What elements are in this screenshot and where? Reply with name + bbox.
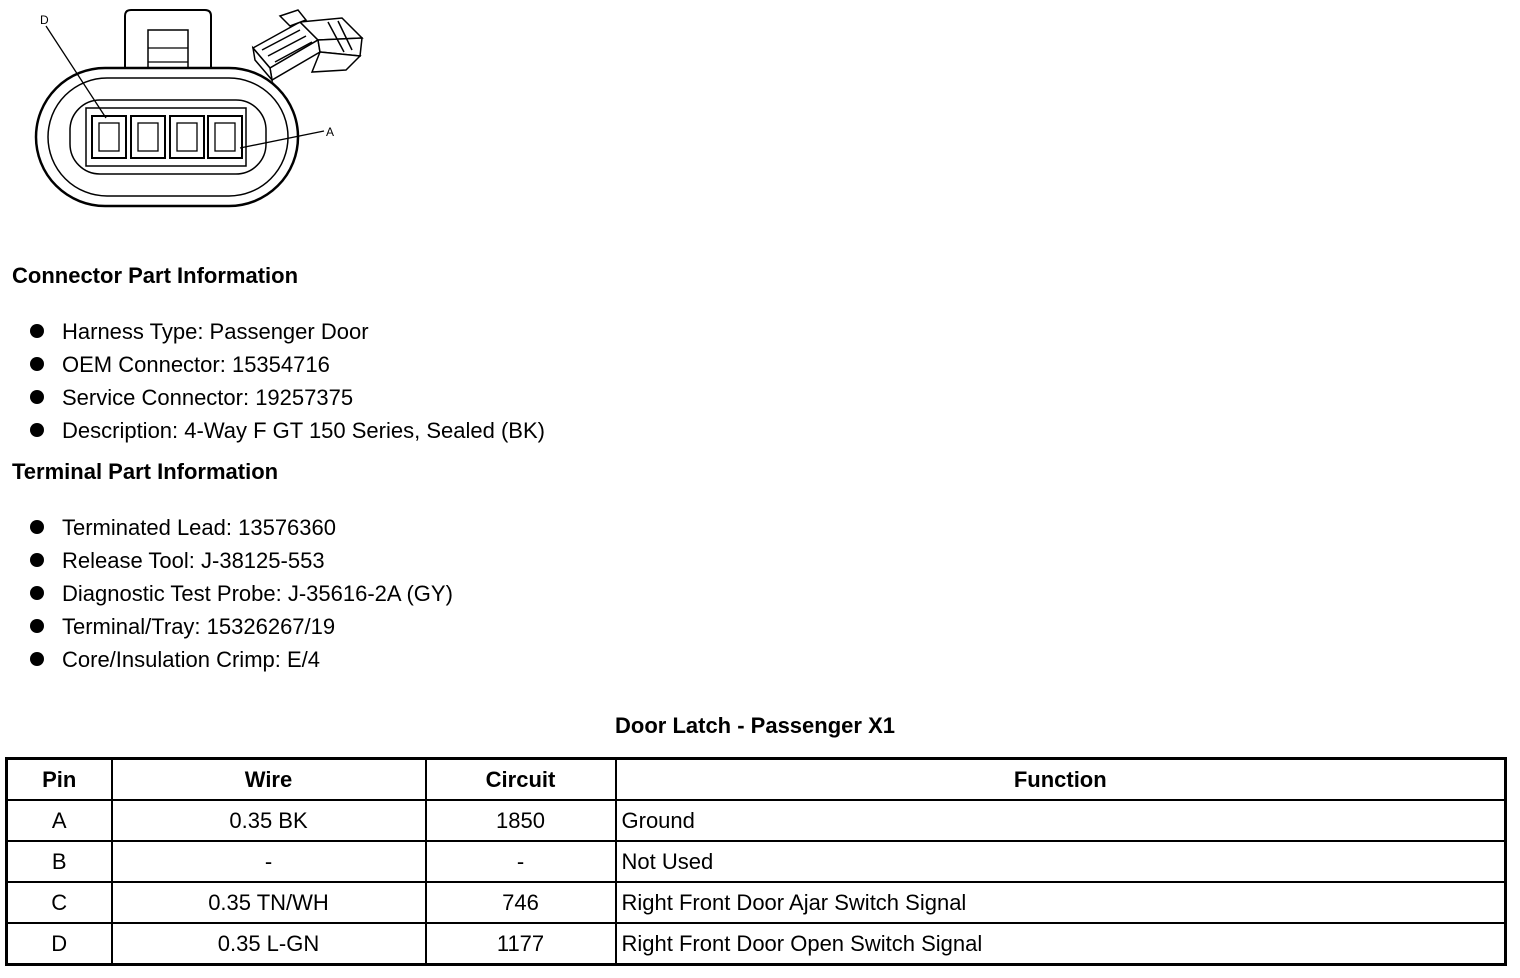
list-item	[28, 613, 453, 646]
cell-pin: D	[7, 923, 112, 965]
service-connector: Service Connector: 19257375	[62, 385, 354, 410]
table-title: Door Latch - Passenger X1	[615, 713, 895, 738]
header-pin: Pin	[7, 759, 112, 801]
cell-pin: B	[7, 841, 112, 882]
bullet-icon	[30, 324, 44, 338]
bullet-icon	[30, 357, 44, 371]
bullet-icon	[30, 619, 44, 633]
terminal-info-list	[28, 514, 453, 679]
list-item	[28, 547, 453, 580]
list-item	[28, 318, 545, 351]
diagnostic-test-probe: Diagnostic Test Probe: J-35616-2A (GY)	[62, 581, 453, 606]
cell-function: Right Front Door Ajar Switch Signal	[616, 882, 1506, 923]
table-row	[7, 800, 1506, 841]
cell-circuit: 746	[426, 882, 616, 923]
cell-function: Ground	[616, 800, 1506, 841]
terminated-lead: Terminated Lead: 13576360	[62, 515, 336, 540]
list-item	[28, 580, 453, 613]
cell-pin: A	[7, 800, 112, 841]
terminal-info-heading: Terminal Part Information	[12, 459, 279, 484]
list-item	[28, 384, 545, 417]
bullet-icon	[30, 652, 44, 666]
bullet-icon	[30, 520, 44, 534]
table-header-row	[7, 759, 1506, 801]
connector-info-list	[28, 318, 545, 450]
cell-pin: C	[7, 882, 112, 923]
cell-circuit: 1177	[426, 923, 616, 965]
bullet-icon	[30, 390, 44, 404]
bullet-icon	[30, 423, 44, 437]
callout-d: D	[40, 13, 49, 27]
cell-circuit: 1850	[426, 800, 616, 841]
table-row	[7, 923, 1506, 965]
header-function: Function	[616, 759, 1506, 801]
table-row	[7, 841, 1506, 882]
cell-wire: 0.35 BK	[112, 800, 426, 841]
harness-type: Harness Type: Passenger Door	[62, 319, 369, 344]
cell-wire: 0.35 L-GN	[112, 923, 426, 965]
connector-description: Description: 4-Way F GT 150 Series, Sealed (BK)	[62, 418, 545, 443]
cell-wire: 0.35 TN/WH	[112, 882, 426, 923]
callout-a: A	[326, 125, 335, 139]
core-insulation-crimp: Core/Insulation Crimp: E/4	[62, 647, 320, 672]
cell-wire: -	[112, 841, 426, 882]
header-wire: Wire	[112, 759, 426, 801]
release-tool: Release Tool: J-38125-553	[62, 548, 325, 573]
cell-function: Right Front Door Open Switch Signal	[616, 923, 1506, 965]
oem-connector: OEM Connector: 15354716	[62, 352, 330, 377]
header-circuit: Circuit	[426, 759, 616, 801]
list-item	[28, 351, 545, 384]
bullet-icon	[30, 553, 44, 567]
cell-function: Not Used	[616, 841, 1506, 882]
list-item	[28, 417, 545, 450]
connector-diagram	[0, 0, 380, 215]
bullet-icon	[30, 586, 44, 600]
connector-info-heading: Connector Part Information	[12, 263, 299, 288]
table-row	[7, 882, 1506, 923]
cell-circuit: -	[426, 841, 616, 882]
list-item	[28, 514, 453, 547]
terminal-tray: Terminal/Tray: 15326267/19	[62, 614, 336, 639]
list-item	[28, 646, 453, 679]
connector-3d-view-icon	[253, 10, 362, 80]
pin-table	[5, 757, 1507, 966]
